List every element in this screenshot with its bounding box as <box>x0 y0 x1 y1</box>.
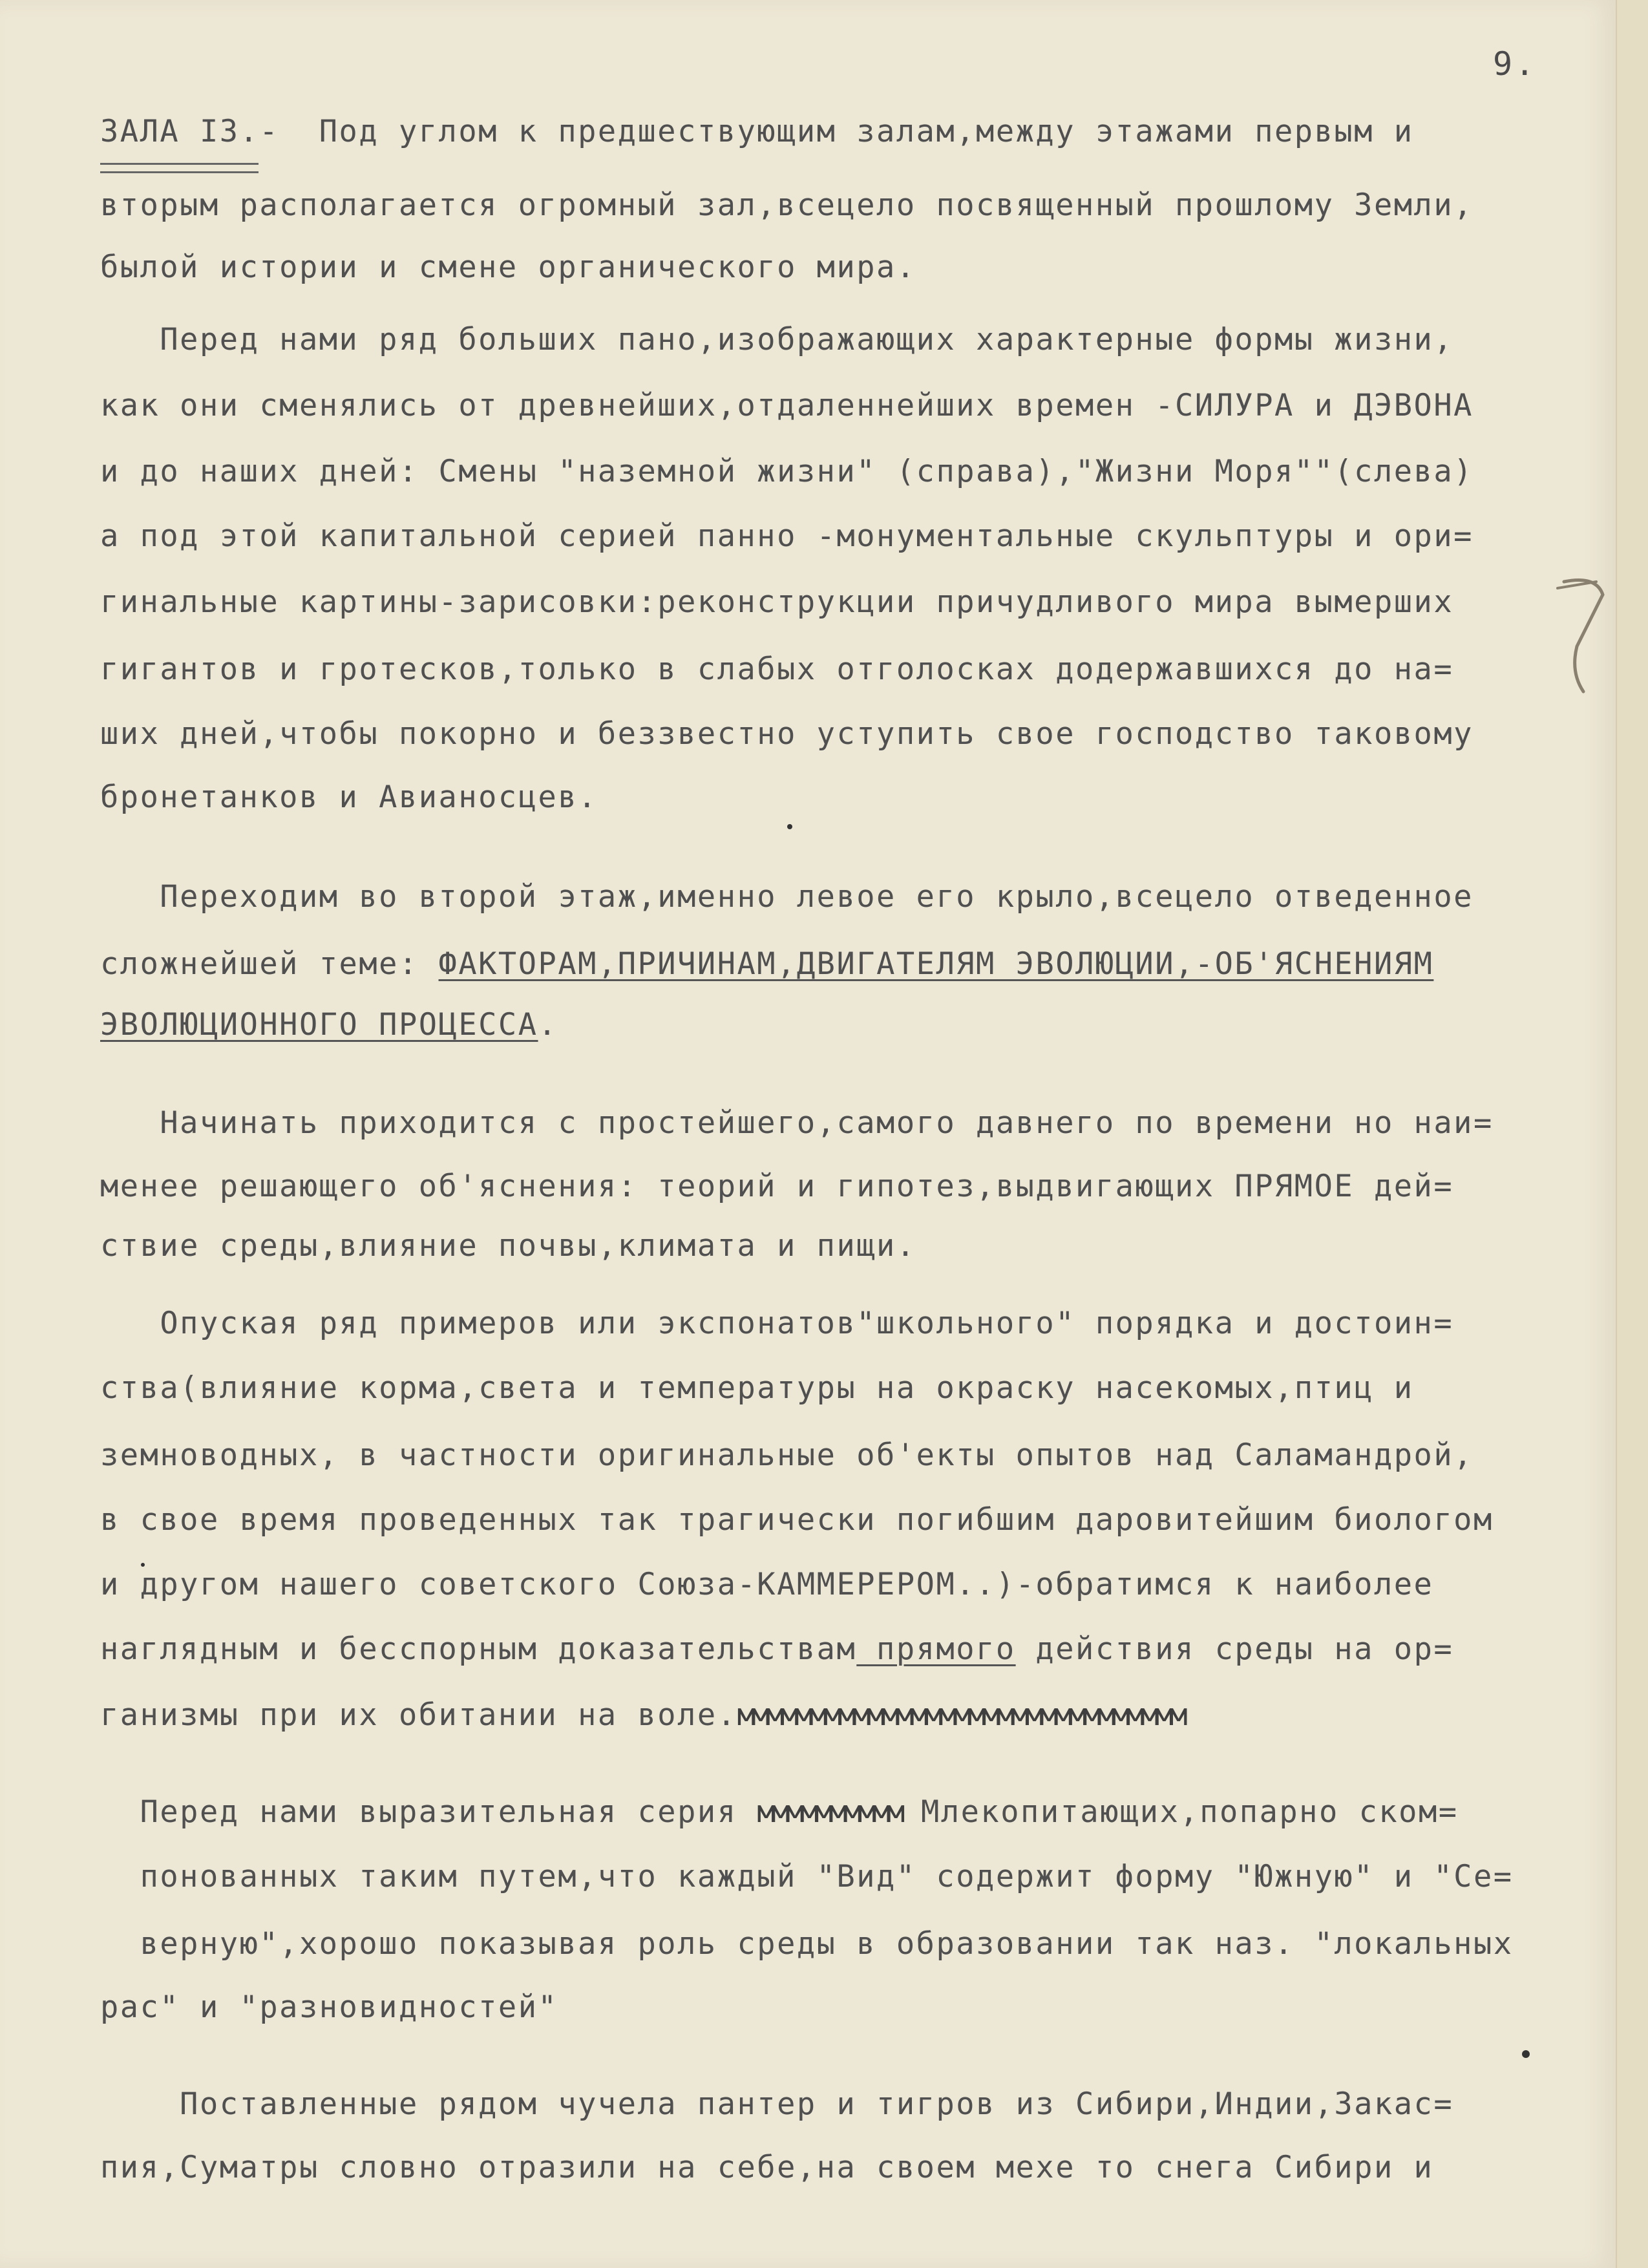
line-text: как они сменялись от древнейших,отдаленнейших времен -СИЛУРА и ДЭВОНА <box>100 388 1474 423</box>
text-line <box>100 1169 1453 1205</box>
line-text: Переходим во второй этаж,именно левое его крыло,всецело отведенное <box>100 879 1474 915</box>
text-line <box>100 1370 1414 1406</box>
line-text: гигантов и гротесков,только в слабых отголосках додержавшихся до на= <box>100 652 1454 687</box>
text-line <box>100 454 1474 490</box>
underlined-text: ФАКТОРАМ,ПРИЧИНАМ,ДВИГАТЕЛЯМ ЭВОЛЮЦИИ,-ОБ'ЯСНЕНИЯМ <box>438 946 1434 982</box>
text-line <box>100 1007 558 1043</box>
text-line <box>100 1437 1474 1474</box>
line-text: ЗАЛА I3.- Под углом к предшествующим залам,между этажами первым и <box>100 114 1414 149</box>
line-text-tail: Млекопитающих,попарно ском= <box>901 1794 1459 1830</box>
text-line <box>100 1567 1433 1603</box>
text-line <box>100 1228 916 1264</box>
text-line <box>100 1989 558 2026</box>
line-text: ствие среды,влияние почвы,климата и пищи. <box>100 1228 916 1264</box>
line-text: гинальные картины-зарисовки:реконструкции причудливого мира вымерших <box>100 584 1454 620</box>
text-line <box>100 779 598 816</box>
text-line <box>100 249 916 286</box>
text-line <box>100 388 1474 424</box>
text-line <box>100 946 1433 982</box>
line-text: . <box>538 1007 558 1043</box>
line-text: вторым располагается огромный зал,всецело посвященный прошлому Земли, <box>100 187 1474 223</box>
line-text: и другом нашего советского Союза-КАММЕРЕРОМ..)-обратимся к наиболее <box>100 1567 1434 1602</box>
ink-dot <box>1522 2050 1530 2058</box>
pencil-margin-mark-icon <box>1551 569 1609 698</box>
text-line <box>100 2150 1433 2186</box>
line-text: в свое время проведенных так трагически погибшим даровитейшим биологом <box>100 1502 1494 1538</box>
struck-out-text: ммммммммммммммммммммммммммммммм <box>737 1697 1184 1733</box>
line-text: рас" и "разновидностей" <box>100 1989 558 2025</box>
line-text: Перед нами ряд больших пано,изображающих характерные формы жизни, <box>100 322 1454 357</box>
text-line <box>100 1105 1494 1141</box>
line-text: понованных таким путем,что каждый "Вид" содержит форму "Южную" и "Се= <box>100 1859 1514 1894</box>
line-text: наглядным и бесспорным доказательствам <box>100 1631 857 1667</box>
line-text: земноводных, в частности оригинальные об'екты опытов над Саламандрой, <box>100 1437 1474 1473</box>
ink-dot <box>787 824 792 829</box>
text-line <box>100 114 1414 150</box>
line-text: Начинать приходится с простейшего,самого давнего по времени но наи= <box>100 1105 1494 1141</box>
text-line <box>100 879 1474 915</box>
text-line <box>100 1794 1459 1830</box>
line-text: ства(влияние корма,света и температуры на окраску насекомых,птиц и <box>100 1370 1414 1406</box>
line-text: верную",хорошо показывая роль среды в образовании так наз. "локальных <box>100 1926 1514 1962</box>
page-edge <box>1616 0 1648 2268</box>
text-line <box>100 584 1453 620</box>
text-line <box>100 2086 1453 2123</box>
text-line <box>100 1631 1453 1668</box>
text-line <box>100 716 1474 752</box>
page-number: 9. <box>1493 45 1537 83</box>
line-text: а под этой капитальной серией панно -монументальные скульптуры и ори= <box>100 518 1474 554</box>
underlined-text: ЭВОЛЮЦИОННОГО ПРОЦЕССА <box>100 1007 538 1043</box>
line-text: Поставленные рядом чучела пантер и тигров из Сибири,Индии,Закас= <box>100 2086 1454 2122</box>
line-text: пия,Суматры словно отразили на себе,на своем мехе то снега Сибири и <box>100 2150 1434 2185</box>
line-text: ших дней,чтобы покорно и беззвестно уступить свое господство таковому <box>100 716 1474 752</box>
struck-out-text: мммммммммм <box>757 1794 902 1830</box>
line-text-tail: действия среды на ор= <box>1015 1631 1454 1667</box>
ink-dot <box>141 1563 145 1567</box>
text-line <box>100 1306 1453 1342</box>
text-line <box>100 187 1474 224</box>
text-line <box>100 1502 1494 1538</box>
line-text: менее решающего об'яснения: теорий и гипотез,выдвигающих ПРЯМОЕ дей= <box>100 1169 1454 1204</box>
line-text: былой истории и смене органического мира. <box>100 249 916 285</box>
text-line <box>100 1697 1184 1733</box>
underlined-text: прямого <box>856 1631 1016 1667</box>
text-line <box>100 652 1453 688</box>
line-text: бронетанков и Авианосцев. <box>100 779 598 815</box>
line-text: Перед нами выразительная серия <box>100 1794 757 1830</box>
line-text: и до наших дней: Смены "наземной жизни" (справа),"Жизни Моря""(слева) <box>100 454 1474 489</box>
text-line <box>100 518 1474 555</box>
text-line <box>100 1926 1514 1962</box>
line-text: сложнейшей теме: <box>100 946 439 982</box>
line-text: ганизмы при их обитании на воле. <box>100 1697 737 1733</box>
double-underline <box>100 163 259 173</box>
line-text: Опуская ряд примеров или экспонатов"школьного" порядка и достоин= <box>100 1306 1454 1341</box>
text-line <box>100 1859 1514 1895</box>
text-line <box>100 322 1453 358</box>
